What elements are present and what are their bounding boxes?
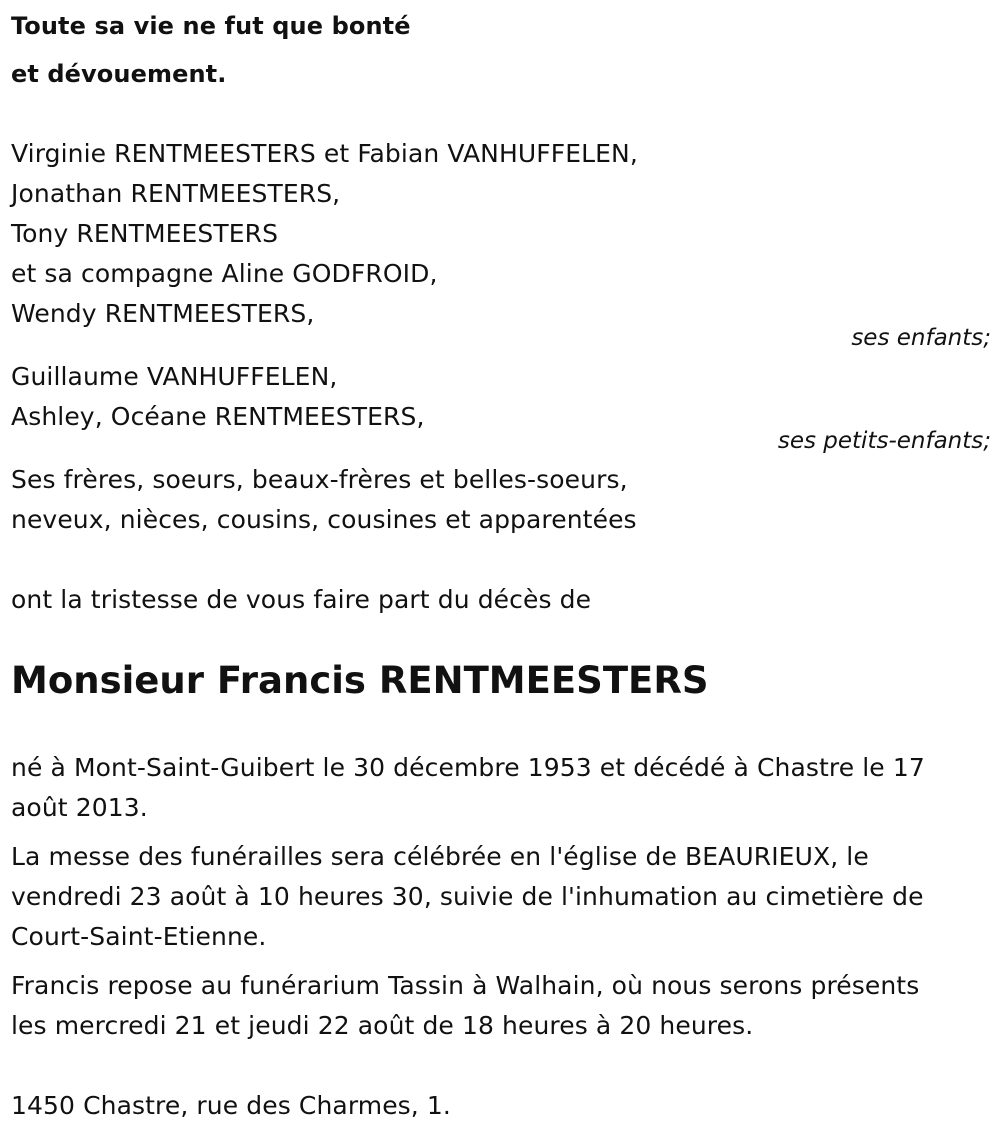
announcement-text: ont la tristesse de vous faire part du décès de [11,585,592,614]
address-text: 1450 Chastre, rue des Charmes, 1. [11,1091,451,1120]
grandchildren-line: Ashley, Océane RENTMEESTERS, [11,402,425,431]
children-line: Virginie RENTMEESTERS et Fabian VANHUFFELEN, [11,139,638,168]
children-label: ses enfants; [851,325,991,351]
birth-death-line: août 2013. [11,793,148,822]
birth-death-line: né à Mont-Saint-Guibert le 30 décembre 1953 et décédé à Chastre le 17 [11,753,925,782]
family-line: neveux, nièces, cousins, cousines et apparentées [11,505,637,534]
visitation-line: Francis repose au funérarium Tassin à Walhain, où nous serons présents [11,971,920,1000]
children-line: Jonathan RENTMEESTERS, [11,179,341,208]
motto-line-1: Toute sa vie ne fut que bonté [11,12,411,40]
children-line: Tony RENTMEESTERS [11,219,279,248]
children-line: et sa compagne Aline GODFROID, [11,259,438,288]
grandchildren-label: ses petits-enfants; [777,428,991,454]
funeral-line: vendredi 23 août à 10 heures 30, suivie de l'inhumation au cimetière de [11,882,924,911]
deceased-name: Monsieur Francis RENTMEESTERS [11,659,709,702]
children-line: Wendy RENTMEESTERS, [11,299,315,328]
motto-line-2: et dévouement. [11,60,227,88]
grandchildren-line: Guillaume VANHUFFELEN, [11,362,338,391]
family-line: Ses frères, soeurs, beaux-frères et belles-soeurs, [11,465,628,494]
funeral-line: Court-Saint-Etienne. [11,922,267,951]
visitation-line: les mercredi 21 et jeudi 22 août de 18 heures à 20 heures. [11,1011,754,1040]
funeral-line: La messe des funérailles sera célébrée en l'église de BEAURIEUX, le [11,842,869,871]
